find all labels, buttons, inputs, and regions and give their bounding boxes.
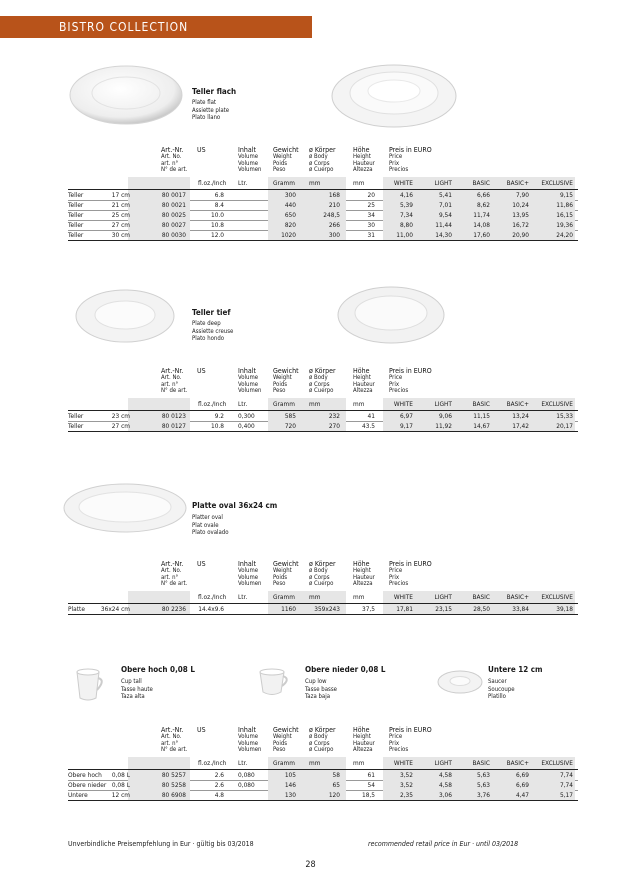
unit-exclusive: EXCLUSIVE <box>541 759 573 767</box>
table-cell: 16,72 <box>512 221 529 229</box>
table-cell: 10.8 <box>210 221 224 229</box>
table-cell: 820 <box>284 221 296 229</box>
col-header-gewicht: Gewicht Weight Poids Peso <box>273 146 299 174</box>
unit-white: WHITE <box>393 593 413 601</box>
unit-mm2: mm <box>353 593 365 601</box>
unit-basicp: BASIC+ <box>506 759 529 767</box>
unit-mm1: mm <box>309 593 321 601</box>
table-cell: 27 cm <box>111 422 130 430</box>
col-header-us: US <box>197 367 206 375</box>
col-header-art: Art.-Nr. Art. No. art. n° N° de art. <box>161 726 188 754</box>
table-cell: 0,400 <box>238 422 255 430</box>
unit-light: LIGHT <box>434 400 452 408</box>
unit-mm2: mm <box>353 400 365 408</box>
unit-mm2: mm <box>353 759 365 767</box>
table-cell: 210 <box>328 201 340 209</box>
table-cell: 80 0017 <box>161 191 186 199</box>
table-cell: 61 <box>367 771 375 779</box>
unit-exclusive: EXCLUSIVE <box>541 400 573 408</box>
table-cell: 0,080 <box>238 781 255 789</box>
table-cell: 4,47 <box>515 791 529 799</box>
unit-ltr: Ltr. <box>238 400 248 408</box>
collection-banner <box>0 16 312 38</box>
table-row <box>0 210 621 220</box>
table-cell: 2.6 <box>214 771 224 779</box>
plate-deep-image <box>74 288 176 344</box>
table-cell: Teller <box>68 191 84 199</box>
table-cell: 9,17 <box>399 422 413 430</box>
table-row <box>0 790 621 800</box>
table-cell: 16,15 <box>556 211 573 219</box>
row-divider <box>68 240 578 241</box>
table-cell: 20,90 <box>512 231 529 239</box>
plate-deep-side-image <box>336 284 446 346</box>
table-cell: 21 cm <box>111 201 130 209</box>
table-cell: 266 <box>328 221 340 229</box>
table-row <box>0 421 621 431</box>
table-cell: 11,44 <box>435 221 452 229</box>
table-cell: 25 <box>367 201 375 209</box>
table-cell: 34 <box>367 211 375 219</box>
table-cell: 5,41 <box>438 191 452 199</box>
unit-mm2: mm <box>353 179 365 187</box>
table-cell: Teller <box>68 221 84 229</box>
page-number: 28 <box>305 860 316 870</box>
unit-basic: BASIC <box>472 179 490 187</box>
col-header-gewicht: Gewicht Weight Poids Peso <box>273 367 299 395</box>
unit-floz: fl.oz./Inch <box>198 759 227 767</box>
table-cell: 17,60 <box>473 231 490 239</box>
col-header-hoehe: Höhe Height Hauteur Altezza <box>353 560 375 588</box>
table-cell: 14,67 <box>473 422 490 430</box>
table-cell: 14.4x9.6 <box>198 605 224 613</box>
unit-light: LIGHT <box>434 179 452 187</box>
plate-flat-side-image <box>330 60 458 130</box>
table-cell: 80 5257 <box>161 771 186 779</box>
col-header-art: Art.-Nr. Art. No. art. n° N° de art. <box>161 560 188 588</box>
table-cell: 58 <box>332 771 340 779</box>
table-cell: 11,15 <box>473 412 490 420</box>
table-cell: 0,300 <box>238 412 255 420</box>
table-cell: 9,54 <box>438 211 452 219</box>
table-cell: 270 <box>328 422 340 430</box>
table-cell: 37,5 <box>361 605 375 613</box>
product-subtitles: Saucer Soucoupe Platillo <box>488 678 515 700</box>
table-cell: 10,24 <box>512 201 529 209</box>
col-header-koerper: ø Körper ø Body ø Corps ø Cuerpo <box>309 726 336 754</box>
banner-title: BISTRO COLLECTION <box>59 20 189 34</box>
unit-basic: BASIC <box>472 400 490 408</box>
table-cell: 105 <box>284 771 296 779</box>
table-cell: 300 <box>284 191 296 199</box>
section-title: Teller flach <box>192 87 237 96</box>
col-header-hoehe: Höhe Height Hauteur Altezza <box>353 367 375 395</box>
table-cell: 7,74 <box>559 771 573 779</box>
table-cell: 23,15 <box>435 605 452 613</box>
product-title-cup-tall: Obere hoch 0,08 L <box>121 665 195 674</box>
unit-floz: fl.oz./Inch <box>198 179 227 187</box>
table-cell: 80 0021 <box>161 201 186 209</box>
col-header-koerper: ø Körper ø Body ø Corps ø Cuerpo <box>309 560 336 588</box>
unit-ltr: Ltr. <box>238 759 248 767</box>
table-cell: 25 cm <box>111 211 130 219</box>
col-header-us: US <box>197 560 206 568</box>
table-cell: Untere <box>68 791 88 799</box>
unit-gramm: Gramm <box>273 179 295 187</box>
col-header-koerper: ø Körper ø Body ø Corps ø Cuerpo <box>309 367 336 395</box>
table-cell: 232 <box>328 412 340 420</box>
unit-ltr: Ltr. <box>238 179 248 187</box>
cup-tall-image <box>72 666 108 706</box>
table-cell: 440 <box>284 201 296 209</box>
table-row <box>0 190 621 200</box>
unit-light: LIGHT <box>434 759 452 767</box>
table-cell: 13,95 <box>512 211 529 219</box>
table-cell: Teller <box>68 412 84 420</box>
table-cell: 5,63 <box>476 781 490 789</box>
table-cell: 6,69 <box>515 781 529 789</box>
table-cell: 80 0127 <box>161 422 186 430</box>
product-title-saucer: Untere 12 cm <box>488 665 543 674</box>
product-subtitles: Cup low Tasse basse Taza baja <box>305 678 337 700</box>
table-row <box>0 604 621 614</box>
table-cell: 8.4 <box>214 201 224 209</box>
table-cell: 1160 <box>281 605 296 613</box>
table-cell: 80 6908 <box>161 791 186 799</box>
table-cell: 5,39 <box>399 201 413 209</box>
footer-disclaimer-en: recommended retail price in Eur · until 03/2018 <box>368 840 519 848</box>
table-cell: 9.2 <box>214 412 224 420</box>
section-subtitles: Platter oval Plat ovale Plato ovalado <box>192 514 229 536</box>
table-cell: 30 <box>367 221 375 229</box>
table-cell: 3,52 <box>399 771 413 779</box>
table-row <box>0 411 621 421</box>
section-subtitles: Plate flat Assiette plate Plato llano <box>192 99 230 121</box>
unit-mm1: mm <box>309 400 321 408</box>
table-cell: 3,06 <box>438 791 452 799</box>
table-cell: 300 <box>328 231 340 239</box>
unit-row <box>0 398 621 410</box>
table-cell: 11,92 <box>435 422 452 430</box>
table-cell: 17 cm <box>111 191 130 199</box>
table-cell: 4,58 <box>438 771 452 779</box>
table-cell: 0,08 L <box>111 781 130 789</box>
table-cell: Obere hoch <box>68 771 102 779</box>
table-cell: 20 <box>367 191 375 199</box>
col-header-gewicht: Gewicht Weight Poids Peso <box>273 560 299 588</box>
table-cell: 80 0123 <box>161 412 186 420</box>
unit-white: WHITE <box>393 759 413 767</box>
table-cell: 4,58 <box>438 781 452 789</box>
table-cell: 6.8 <box>214 191 224 199</box>
unit-basicp: BASIC+ <box>506 179 529 187</box>
col-header-preis: Preis in EURO Price Prix Precios <box>389 726 432 754</box>
col-header-hoehe: Höhe Height Hauteur Altezza <box>353 726 375 754</box>
table-cell: 80 5258 <box>161 781 186 789</box>
section-title: Teller tief <box>192 308 231 317</box>
col-header-us: US <box>197 726 206 734</box>
table-cell: 0,080 <box>238 771 255 779</box>
table-cell: 4.8 <box>214 791 224 799</box>
table-cell: 3,76 <box>476 791 490 799</box>
table-cell: 11,74 <box>473 211 490 219</box>
table-cell: 2.6 <box>214 781 224 789</box>
table-cell: 18,5 <box>361 791 375 799</box>
col-header-preis: Preis in EURO Price Prix Precios <box>389 560 432 588</box>
table-cell: 5,17 <box>559 791 573 799</box>
unit-mm1: mm <box>309 179 321 187</box>
table-cell: 7,74 <box>559 781 573 789</box>
table-cell: 80 0027 <box>161 221 186 229</box>
unit-row <box>0 757 621 769</box>
table-cell: 33,84 <box>512 605 529 613</box>
table-cell: 14,08 <box>473 221 490 229</box>
table-cell: 146 <box>284 781 296 789</box>
col-header-art: Art.-Nr. Art. No. art. n° N° de art. <box>161 146 188 174</box>
col-header-gewicht: Gewicht Weight Poids Peso <box>273 726 299 754</box>
row-divider <box>68 614 578 615</box>
table-cell: 10.0 <box>210 211 224 219</box>
table-cell: Obere nieder <box>68 781 107 789</box>
unit-white: WHITE <box>393 179 413 187</box>
table-cell: 248,5 <box>323 211 340 219</box>
product-subtitles: Cup tall Tasse haute Taza alta <box>121 678 153 700</box>
table-cell: 11,86 <box>556 201 573 209</box>
col-header-preis: Preis in EURO Price Prix Precios <box>389 146 432 174</box>
table-cell: 24,20 <box>556 231 573 239</box>
table-cell: 80 0025 <box>161 211 186 219</box>
table-cell: 17,81 <box>396 605 413 613</box>
table-cell: 3,52 <box>399 781 413 789</box>
table-cell: 8,80 <box>399 221 413 229</box>
platter-oval-image <box>62 482 188 534</box>
table-cell: Teller <box>68 211 84 219</box>
table-cell: 28,50 <box>473 605 490 613</box>
unit-row <box>0 177 621 189</box>
unit-ltr: Ltr. <box>238 593 248 601</box>
table-cell: 41 <box>367 412 375 420</box>
table-cell: 7,90 <box>515 191 529 199</box>
col-header-koerper: ø Körper ø Body ø Corps ø Cuerpo <box>309 146 336 174</box>
unit-exclusive: EXCLUSIVE <box>541 593 573 601</box>
table-cell: 4,16 <box>399 191 413 199</box>
table-cell: 65 <box>332 781 340 789</box>
unit-light: LIGHT <box>434 593 452 601</box>
section-title: Platte oval 36x24 cm <box>192 501 278 510</box>
table-cell: 10.8 <box>210 422 224 430</box>
table-cell: 720 <box>284 422 296 430</box>
saucer-image <box>436 668 484 696</box>
table-cell: 27 cm <box>111 221 130 229</box>
plate-flat-image <box>68 64 184 126</box>
unit-gramm: Gramm <box>273 400 295 408</box>
table-cell: 6,69 <box>515 771 529 779</box>
unit-basicp: BASIC+ <box>506 593 529 601</box>
table-cell: 8,62 <box>476 201 490 209</box>
table-cell: 2,35 <box>399 791 413 799</box>
table-row <box>0 780 621 790</box>
unit-basic: BASIC <box>472 759 490 767</box>
table-cell: Platte <box>68 605 85 613</box>
table-cell: 130 <box>284 791 296 799</box>
table-cell: 17,42 <box>512 422 529 430</box>
footer-disclaimer-de: Unverbindliche Preisempfehlung in Eur · gültig bis 03/2018 <box>68 840 254 848</box>
unit-floz: fl.oz./Inch <box>198 593 227 601</box>
col-header-inhalt: Inhalt Volume Volume Volumen <box>238 726 262 754</box>
col-header-art: Art.-Nr. Art. No. art. n° N° de art. <box>161 367 188 395</box>
unit-exclusive: EXCLUSIVE <box>541 179 573 187</box>
table-cell: 13,24 <box>512 412 529 420</box>
table-cell: 43.5 <box>361 422 375 430</box>
table-cell: 54 <box>367 781 375 789</box>
table-cell: 7,34 <box>399 211 413 219</box>
table-cell: 9,15 <box>559 191 573 199</box>
table-cell: Teller <box>68 231 84 239</box>
table-cell: 36x24 cm <box>100 605 130 613</box>
cup-low-image <box>256 666 294 702</box>
row-divider <box>68 800 578 801</box>
table-cell: 6,97 <box>399 412 413 420</box>
unit-floz: fl.oz./Inch <box>198 400 227 408</box>
table-cell: 650 <box>284 211 296 219</box>
table-cell: 20,17 <box>556 422 573 430</box>
table-row <box>0 200 621 210</box>
table-row <box>0 220 621 230</box>
unit-basicp: BASIC+ <box>506 400 529 408</box>
table-cell: 359x243 <box>314 605 340 613</box>
table-cell: 14,30 <box>435 231 452 239</box>
unit-white: WHITE <box>393 400 413 408</box>
table-cell: 12 cm <box>111 791 130 799</box>
table-row <box>0 770 621 780</box>
unit-gramm: Gramm <box>273 593 295 601</box>
col-header-us: US <box>197 146 206 154</box>
table-cell: 12.0 <box>210 231 224 239</box>
product-title-cup-low: Obere nieder 0,08 L <box>305 665 386 674</box>
table-cell: 23 cm <box>111 412 130 420</box>
unit-row <box>0 591 621 603</box>
table-cell: 19,36 <box>556 221 573 229</box>
table-cell: 585 <box>284 412 296 420</box>
table-cell: 31 <box>367 231 375 239</box>
table-cell: 168 <box>328 191 340 199</box>
table-cell: 7,01 <box>438 201 452 209</box>
table-cell: 1020 <box>281 231 296 239</box>
table-cell: 6,66 <box>476 191 490 199</box>
unit-gramm: Gramm <box>273 759 295 767</box>
col-header-inhalt: Inhalt Volume Volume Volumen <box>238 367 262 395</box>
table-cell: 80 0030 <box>161 231 186 239</box>
col-header-inhalt: Inhalt Volume Volume Volumen <box>238 146 262 174</box>
table-cell: 0,08 L <box>111 771 130 779</box>
table-cell: 30 cm <box>111 231 130 239</box>
unit-basic: BASIC <box>472 593 490 601</box>
table-cell: Teller <box>68 201 84 209</box>
col-header-hoehe: Höhe Height Hauteur Altezza <box>353 146 375 174</box>
table-cell: Teller <box>68 422 84 430</box>
col-header-preis: Preis in EURO Price Prix Precios <box>389 367 432 395</box>
row-divider <box>68 431 578 432</box>
table-row <box>0 230 621 240</box>
table-cell: 5,63 <box>476 771 490 779</box>
table-cell: 80 2236 <box>161 605 186 613</box>
table-cell: 120 <box>328 791 340 799</box>
unit-mm1: mm <box>309 759 321 767</box>
table-cell: 11,00 <box>396 231 413 239</box>
table-cell: 15,33 <box>556 412 573 420</box>
table-cell: 39,18 <box>556 605 573 613</box>
table-cell: 9,06 <box>438 412 452 420</box>
section-subtitles: Plate deep Assiette creuse Plato hondo <box>192 320 234 342</box>
col-header-inhalt: Inhalt Volume Volume Volumen <box>238 560 262 588</box>
